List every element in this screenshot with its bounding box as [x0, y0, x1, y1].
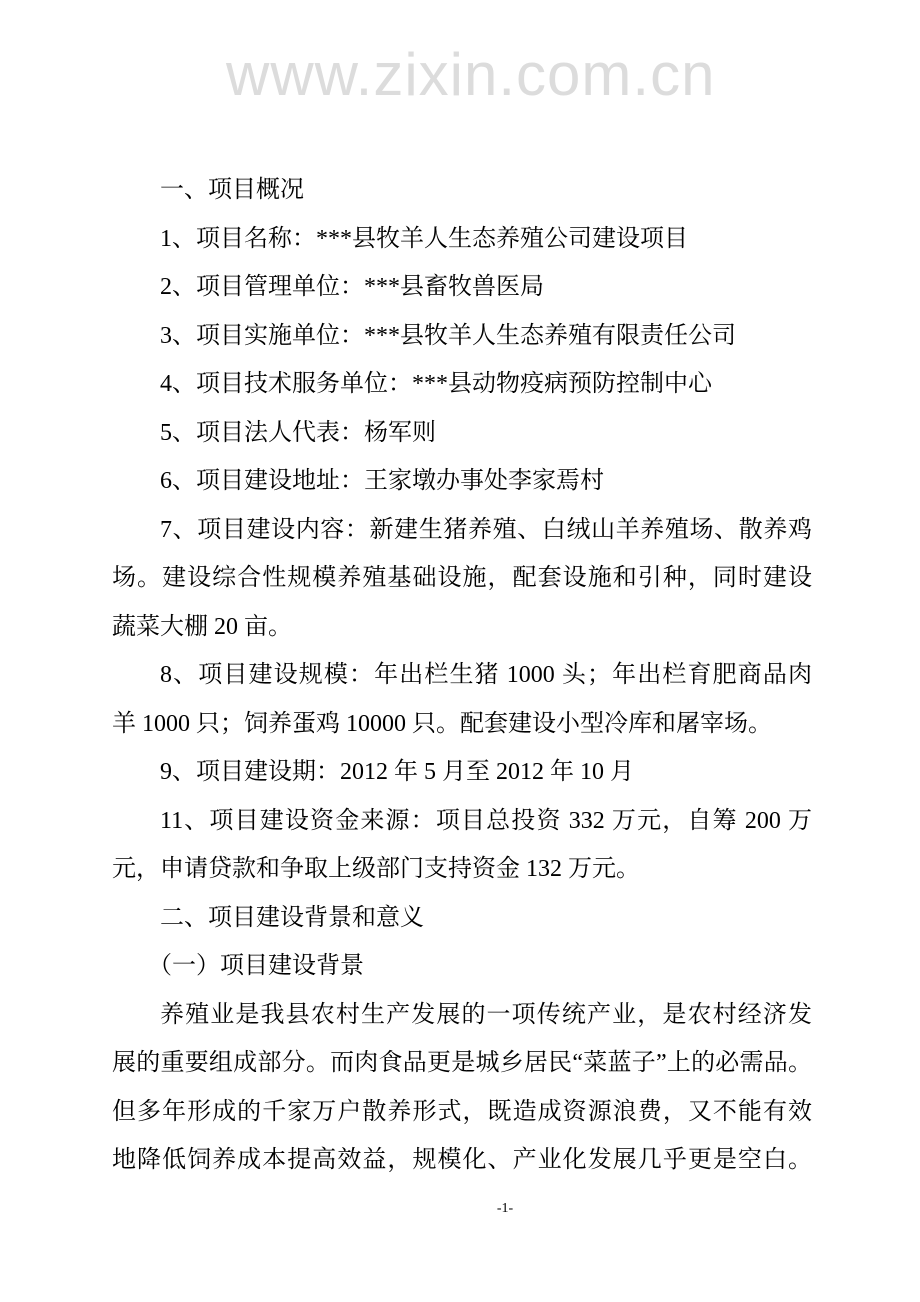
item-scale-line: 羊 1000 只；饲养蛋鸡 10000 只。配套建设小型冷库和屠宰场。	[112, 710, 772, 737]
section-heading: 一、项目概况	[160, 177, 304, 203]
item-legal-representative: 5、项目法人代表：杨军则	[160, 419, 436, 446]
item-period: 9、项目建设期：2012 年 5 月至 2012 年 10 月	[160, 759, 634, 785]
item-scale-line: 8、项目建设规模：年出栏生猪 1000 头；年出栏育肥商品肉	[160, 662, 812, 688]
item-content-line: 场。建设综合性规模养殖基础设施，配套设施和引种，同时建设	[112, 565, 812, 591]
item-technical-service-unit: 4、项目技术服务单位：***县动物疫病预防控制中心	[160, 371, 712, 397]
item-funding-line: 元，申请贷款和争取上级部门支持资金 132 万元。	[112, 856, 640, 882]
watermark: www.zixin.com.cn	[226, 41, 716, 108]
item-funding-line: 11、项目建设资金来源：项目总投资 332 万元，自筹 200 万	[160, 807, 812, 834]
item-implementing-unit: 3、项目实施单位：***县牧羊人生态养殖有限责任公司	[160, 322, 736, 349]
body-paragraph-line: 但多年形成的千家万户散养形式，既造成资源浪费，又不能有效	[112, 1098, 812, 1125]
item-project-name: 1、项目名称：***县牧羊人生态养殖公司建设项目	[160, 225, 688, 252]
item-content-line: 7、项目建设内容：新建生猪养殖、白绒山羊养殖场、散养鸡	[160, 516, 812, 543]
subsection-heading: （一）项目建设背景	[148, 953, 364, 979]
page-number: -1-	[496, 1201, 514, 1216]
item-address: 6、项目建设地址：王家墩办事处李家焉村	[160, 468, 604, 494]
section-heading: 二、项目建设背景和意义	[160, 904, 424, 931]
body-paragraph-line: 展的重要组成部分。而肉食品更是城乡居民“菜蓝子”上的必需品。	[112, 1050, 812, 1076]
body-paragraph-line: 养殖业是我县农村生产发展的一项传统产业，是农村经济发	[160, 1001, 812, 1028]
document-body	[112, 166, 812, 1185]
item-content-line: 蔬菜大棚 20 亩。	[112, 613, 292, 640]
item-management-unit: 2、项目管理单位：***县畜牧兽医局	[160, 274, 544, 300]
body-paragraph-line: 地降低饲养成本提高效益，规模化、产业化发展几乎更是空白。	[112, 1147, 812, 1173]
